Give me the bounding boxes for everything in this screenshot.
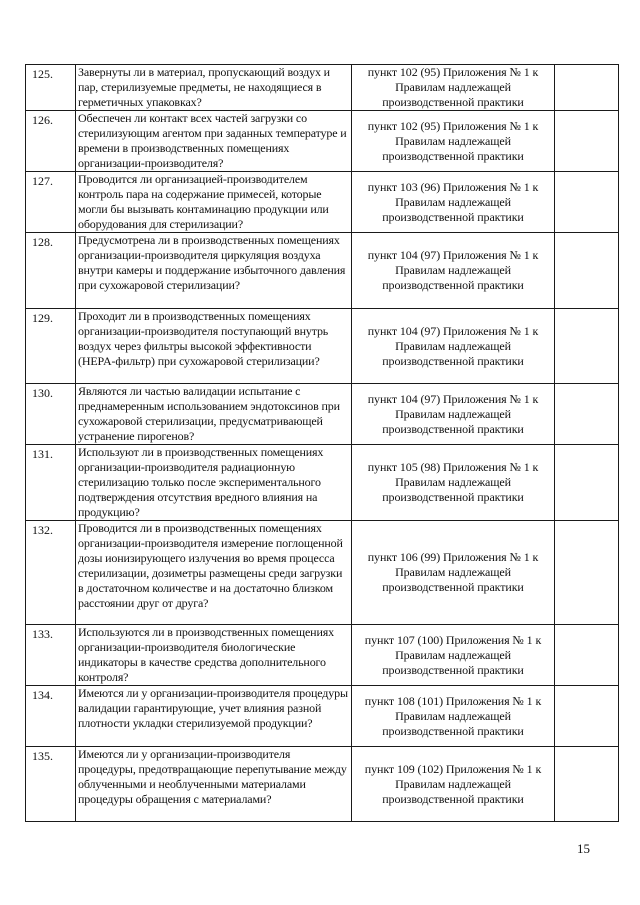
table-row bbox=[26, 233, 619, 309]
table-row bbox=[26, 686, 619, 747]
checklist-table bbox=[25, 64, 619, 822]
row-number: 130. bbox=[26, 384, 76, 445]
row-number: 128. bbox=[26, 233, 76, 309]
row-mark-cell bbox=[555, 111, 619, 172]
table-row bbox=[26, 172, 619, 233]
row-question: Обеспечен ли контакт всех частей загрузки со стерилизующим агентом при заданных температуре и времени в производственных помещениях организации-производителя? bbox=[76, 111, 352, 172]
table-row bbox=[26, 521, 619, 625]
row-reference: пункт 105 (98) Приложения № 1 к Правилам надлежащей производственной практики bbox=[352, 445, 555, 521]
table-row bbox=[26, 625, 619, 686]
row-number: 133. bbox=[26, 625, 76, 686]
table-row bbox=[26, 309, 619, 384]
table-row bbox=[26, 445, 619, 521]
row-question: Имеются ли у организации-производителя процедуры, предотвращающие перепутывание между облученными и необлученными материалами процедуры обращения с материалами? bbox=[76, 747, 352, 822]
row-reference: пункт 104 (97) Приложения № 1 к Правилам надлежащей производственной практики bbox=[352, 309, 555, 384]
row-reference: пункт 108 (101) Приложения № 1 к Правилам надлежащей производственной практики bbox=[352, 686, 555, 747]
row-mark-cell bbox=[555, 65, 619, 111]
table-row bbox=[26, 65, 619, 111]
row-number: 131. bbox=[26, 445, 76, 521]
row-question: Завернуты ли в материал, пропускающий воздух и пар, стерилизуемые предметы, не находящиеся в герметичных упаковках? bbox=[76, 65, 352, 111]
row-mark-cell bbox=[555, 172, 619, 233]
row-reference: пункт 102 (95) Приложения № 1 к Правилам надлежащей производственной практики bbox=[352, 65, 555, 111]
table-row bbox=[26, 384, 619, 445]
checklist-body bbox=[26, 65, 619, 822]
row-reference: пункт 104 (97) Приложения № 1 к Правилам надлежащей производственной практики bbox=[352, 384, 555, 445]
row-question: Используют ли в производственных помещениях организации-производителя радиационную стерилизацию только после экспериментального подтверждения отсутствия вредного влияния на продукцию? bbox=[76, 445, 352, 521]
row-question: Являются ли частью валидации испытание с преднамеренным использованием эндотоксинов при сухожаровой стерилизации, предусматривающей устранение пирогенов? bbox=[76, 384, 352, 445]
row-number: 129. bbox=[26, 309, 76, 384]
table-row bbox=[26, 747, 619, 822]
row-mark-cell bbox=[555, 233, 619, 309]
row-mark-cell bbox=[555, 625, 619, 686]
row-reference: пункт 106 (99) Приложения № 1 к Правилам надлежащей производственной практики bbox=[352, 521, 555, 625]
row-number: 132. bbox=[26, 521, 76, 625]
row-question: Проводится ли организацией-производителем контроль пара на содержание примесей, которые могли бы вызывать контаминацию продукции или оборудования для стерилизации? bbox=[76, 172, 352, 233]
row-reference: пункт 102 (95) Приложения № 1 к Правилам надлежащей производственной практики bbox=[352, 111, 555, 172]
row-question: Имеются ли у организации-производителя процедуры валидации гарантирующие, учет влияния разной плотности укладки стерилизуемой продукции? bbox=[76, 686, 352, 747]
row-reference: пункт 104 (97) Приложения № 1 к Правилам надлежащей производственной практики bbox=[352, 233, 555, 309]
page-number: 15 bbox=[577, 841, 590, 856]
row-reference: пункт 109 (102) Приложения № 1 к Правилам надлежащей производственной практики bbox=[352, 747, 555, 822]
row-question: Используются ли в производственных помещениях организации-производителя биологические индикаторы в качестве средства дополнительного контроля? bbox=[76, 625, 352, 686]
row-mark-cell bbox=[555, 445, 619, 521]
row-mark-cell bbox=[555, 747, 619, 822]
row-number: 126. bbox=[26, 111, 76, 172]
row-question: Проходит ли в производственных помещениях организации-производителя поступающий внутрь воздух через фильтры высокой эффективности (HEPA-фильтр) при сухожаровой стерилизации? bbox=[76, 309, 352, 384]
row-mark-cell bbox=[555, 686, 619, 747]
row-number: 125. bbox=[26, 65, 76, 111]
row-number: 135. bbox=[26, 747, 76, 822]
row-reference: пункт 107 (100) Приложения № 1 к Правилам надлежащей производственной практики bbox=[352, 625, 555, 686]
row-question: Предусмотрена ли в производственных помещениях организации-производителя циркуляция воздуха внутри камеры и поддержание избыточного давления при сухожаровой стерилизации? bbox=[76, 233, 352, 309]
row-mark-cell bbox=[555, 384, 619, 445]
table-row bbox=[26, 111, 619, 172]
row-question: Проводится ли в производственных помещениях организации-производителя измерение поглощенной дозы ионизирующего излучения во время процесса стерилизации, дозиметры размещены среди загрузки в достаточном количестве и на достаточно близком расстоянии друг от друга? bbox=[76, 521, 352, 625]
row-mark-cell bbox=[555, 521, 619, 625]
row-mark-cell bbox=[555, 309, 619, 384]
row-number: 134. bbox=[26, 686, 76, 747]
row-reference: пункт 103 (96) Приложения № 1 к Правилам надлежащей производственной практики bbox=[352, 172, 555, 233]
row-number: 127. bbox=[26, 172, 76, 233]
